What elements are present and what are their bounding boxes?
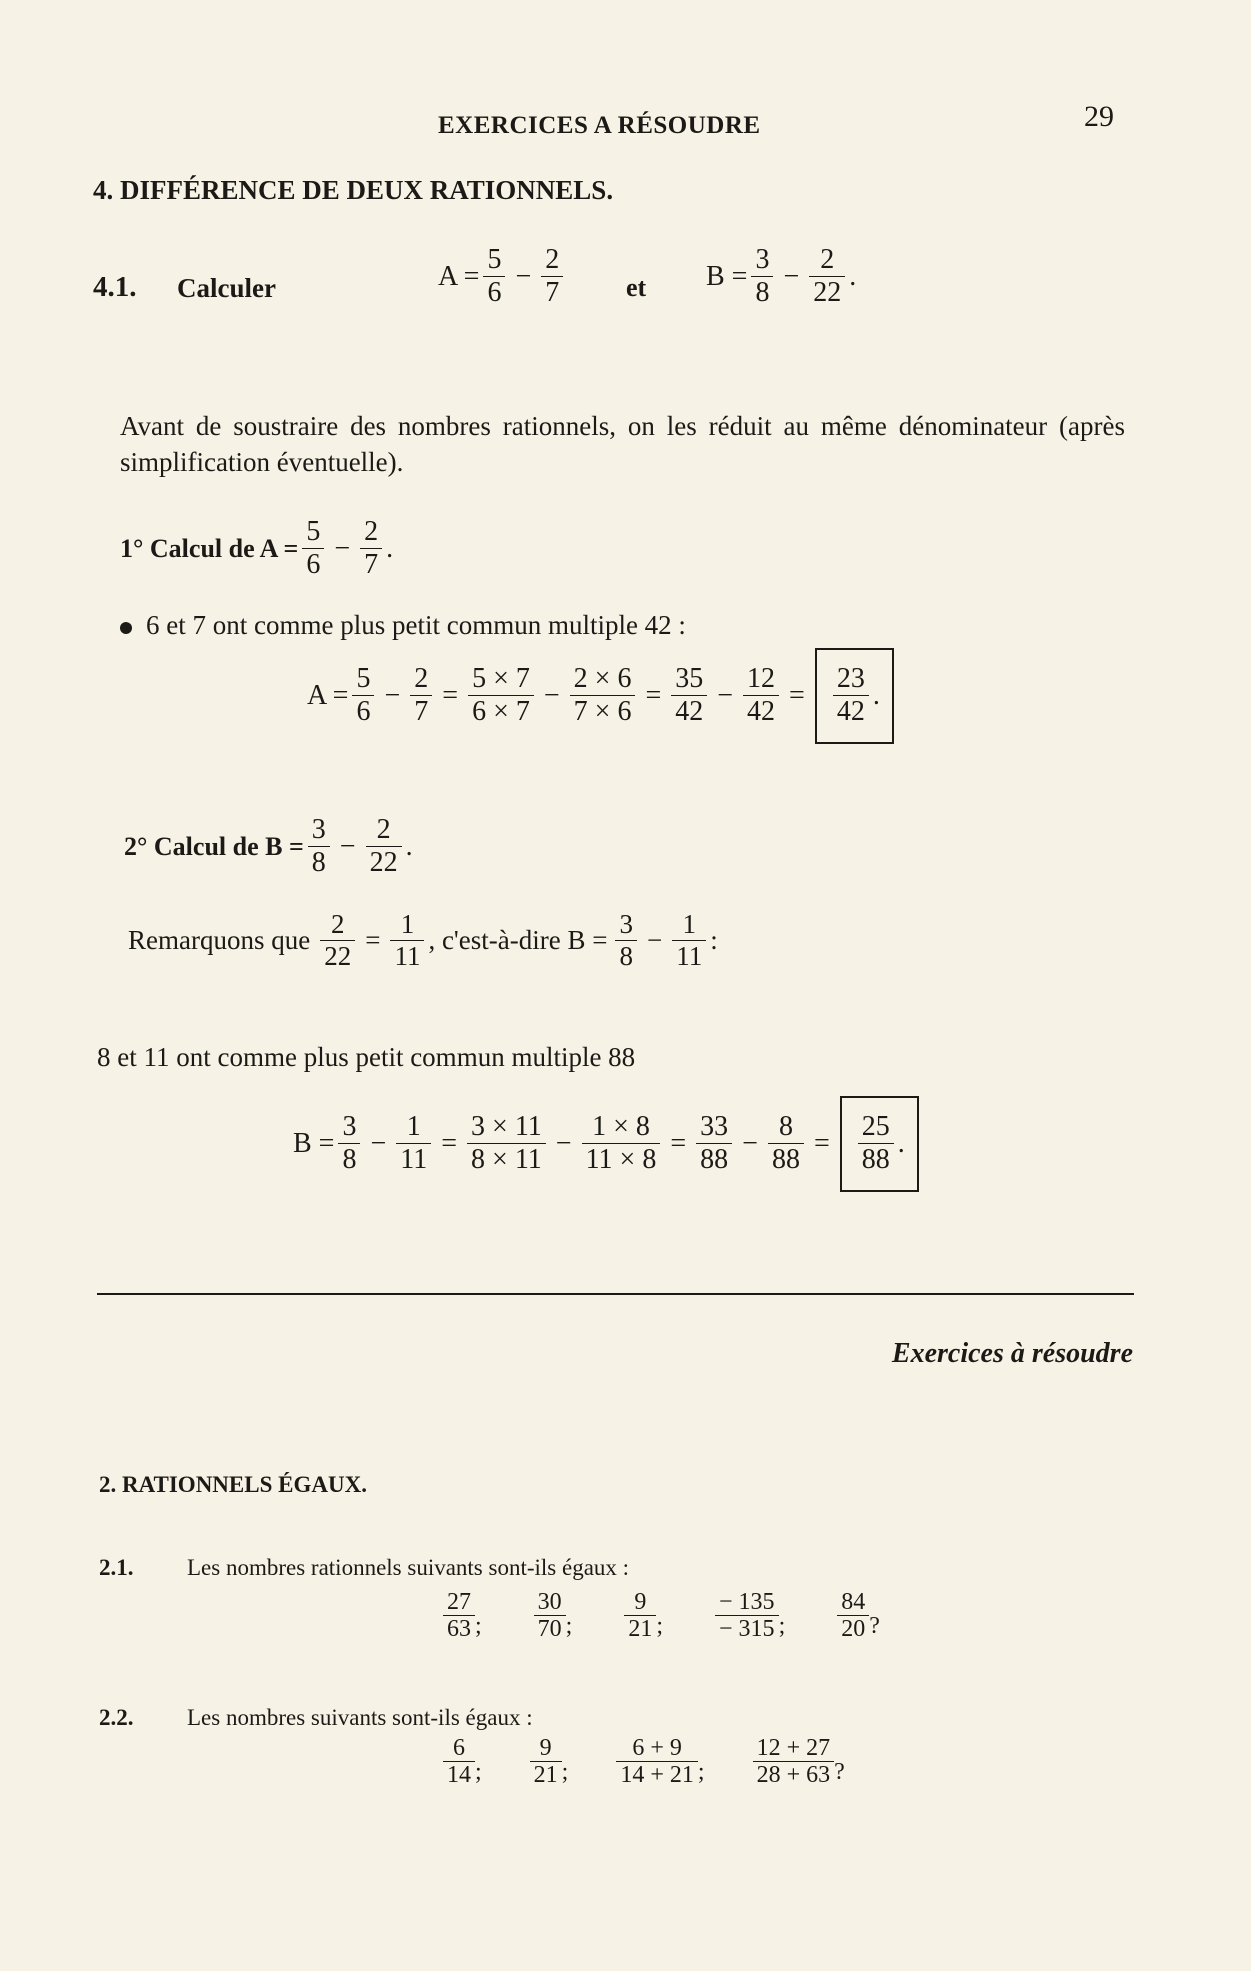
calc-a-heading bbox=[120, 517, 393, 581]
operator: − bbox=[370, 1127, 387, 1159]
denominator: 21 bbox=[624, 1615, 656, 1644]
fraction-list bbox=[439, 1735, 845, 1790]
denominator: 42 bbox=[833, 695, 869, 728]
fraction bbox=[616, 1735, 698, 1790]
expression-b bbox=[706, 245, 856, 309]
numerator: 2 bbox=[414, 663, 429, 694]
fraction bbox=[467, 1112, 546, 1176]
result-box-b bbox=[840, 1096, 919, 1192]
operator: − bbox=[555, 1127, 572, 1159]
denominator: 8 × 11 bbox=[467, 1143, 546, 1176]
numerator: 5 × 7 bbox=[472, 663, 530, 694]
operator: − bbox=[543, 679, 560, 711]
denominator: 21 bbox=[530, 1761, 562, 1790]
equals-sign: = bbox=[365, 925, 381, 956]
exercises-title: Exercices à résoudre bbox=[891, 1338, 1133, 1369]
numerator: 12 bbox=[747, 663, 776, 694]
fraction bbox=[582, 1112, 661, 1176]
operator: − bbox=[646, 925, 663, 956]
fraction bbox=[320, 910, 355, 972]
numerator: 3 bbox=[311, 814, 326, 845]
numerator: 2 bbox=[820, 244, 835, 275]
operator: − bbox=[742, 1127, 758, 1159]
punctuation: ? bbox=[834, 1758, 845, 1785]
exercise-number: 2.2. bbox=[99, 1705, 134, 1730]
numerator: 33 bbox=[700, 1111, 729, 1142]
remark-line bbox=[128, 910, 718, 972]
fraction bbox=[338, 1112, 360, 1176]
denominator: 42 bbox=[671, 695, 707, 728]
exercise-number: 4.1. bbox=[93, 271, 137, 303]
result-box-a bbox=[815, 648, 894, 744]
denominator: 22 bbox=[366, 846, 402, 879]
fraction bbox=[753, 1735, 835, 1790]
denominator: 8 bbox=[308, 846, 330, 879]
equation-b bbox=[293, 1096, 919, 1192]
denominator: 14 + 21 bbox=[616, 1761, 698, 1790]
denominator: 88 bbox=[696, 1143, 732, 1176]
exercise-4-1 bbox=[93, 245, 993, 325]
punctuation: . bbox=[897, 1127, 905, 1159]
fraction-list bbox=[439, 1589, 880, 1644]
denominator: 22 bbox=[809, 276, 845, 309]
operator: − bbox=[717, 679, 734, 711]
remark-mid: , c'est-à-dire B = bbox=[428, 925, 608, 956]
numerator: 1 bbox=[406, 1111, 421, 1142]
equals-sign: = bbox=[813, 1127, 830, 1159]
denominator: 14 bbox=[443, 1761, 475, 1790]
equation-a bbox=[307, 648, 894, 744]
fraction bbox=[468, 664, 534, 728]
numerator: 1 × 8 bbox=[592, 1111, 650, 1142]
section-title: 4. DIFFÉRENCE DE DEUX RATIONNELS. bbox=[93, 175, 614, 205]
numerator: 35 bbox=[675, 663, 704, 694]
numerator: 12 + 27 bbox=[756, 1735, 831, 1761]
fraction bbox=[541, 245, 563, 309]
denominator: 6 bbox=[352, 695, 374, 728]
fraction bbox=[390, 910, 424, 972]
punctuation: . bbox=[872, 679, 880, 711]
conjunction: et bbox=[626, 273, 647, 302]
denominator: 11 bbox=[672, 940, 706, 972]
numerator: 3 bbox=[342, 1111, 357, 1142]
numerator: 3 × 11 bbox=[471, 1111, 542, 1142]
numerator: 9 bbox=[539, 1735, 552, 1761]
numerator: 9 bbox=[634, 1589, 647, 1615]
numerator: 1 bbox=[682, 909, 696, 939]
exercise-verb: Calculer bbox=[177, 273, 276, 303]
punctuation: ; bbox=[561, 1758, 569, 1785]
multiple-a-text: 6 et 7 ont comme plus petit commun multiple 42 : bbox=[146, 610, 686, 640]
multiple-a-line bbox=[120, 610, 686, 641]
denominator: 70 bbox=[534, 1615, 566, 1644]
denominator: 7 bbox=[541, 276, 563, 309]
denominator: 11 × 8 bbox=[582, 1143, 661, 1176]
fraction bbox=[360, 517, 382, 581]
numerator: − 135 bbox=[719, 1589, 775, 1615]
equals-sign: = bbox=[441, 1127, 458, 1159]
denominator: 20 bbox=[837, 1615, 869, 1644]
fraction bbox=[837, 1589, 869, 1644]
running-title: EXERCICES A RÉSOUDRE bbox=[438, 112, 761, 139]
denominator: − 315 bbox=[715, 1615, 779, 1644]
fraction bbox=[671, 664, 707, 728]
fraction bbox=[443, 1735, 475, 1790]
fraction bbox=[672, 910, 706, 972]
punctuation: . bbox=[405, 830, 413, 862]
lhs: B = bbox=[293, 1127, 335, 1159]
denominator: 28 + 63 bbox=[753, 1761, 835, 1790]
lhs: A = bbox=[307, 679, 349, 711]
punctuation: ; bbox=[778, 1612, 786, 1639]
exercise-2-1 bbox=[99, 1555, 1099, 1655]
punctuation: ; bbox=[565, 1612, 573, 1639]
multiple-b-line: 8 et 11 ont comme plus petit commun multiple 88 bbox=[97, 1042, 636, 1072]
numerator: 2 bbox=[545, 244, 560, 275]
fraction bbox=[302, 517, 324, 581]
fraction bbox=[768, 1112, 804, 1176]
fraction bbox=[743, 664, 779, 728]
expression-a bbox=[438, 245, 567, 309]
numerator: 6 + 9 bbox=[632, 1735, 682, 1761]
fraction bbox=[833, 664, 869, 728]
operator: − bbox=[334, 532, 351, 564]
numerator: 5 bbox=[306, 516, 321, 547]
fraction bbox=[366, 815, 402, 879]
calc-label: 2° Calcul de B = bbox=[124, 831, 304, 861]
bullet-icon bbox=[120, 622, 132, 634]
fraction bbox=[410, 664, 432, 728]
punctuation: ; bbox=[475, 1758, 482, 1785]
numerator: 84 bbox=[841, 1589, 866, 1615]
numerator: 1 bbox=[400, 909, 415, 939]
exercise-2-2 bbox=[99, 1705, 1099, 1805]
numerator: 2 bbox=[330, 909, 345, 939]
fraction bbox=[308, 815, 330, 879]
equals-sign: = bbox=[442, 679, 459, 711]
numerator: 27 bbox=[447, 1589, 471, 1615]
punctuation: . bbox=[849, 260, 857, 292]
punctuation: ; bbox=[656, 1612, 664, 1639]
denominator: 7 bbox=[410, 695, 432, 728]
numerator: 23 bbox=[836, 663, 865, 694]
denominator: 88 bbox=[768, 1143, 804, 1176]
numerator: 5 bbox=[487, 244, 502, 275]
operator: − bbox=[783, 260, 800, 292]
section-2-title: 2. RATIONNELS ÉGAUX. bbox=[99, 1472, 367, 1497]
numerator: 6 bbox=[453, 1735, 465, 1761]
numerator: 2 bbox=[364, 516, 379, 547]
denominator: 6 × 7 bbox=[468, 695, 534, 728]
numerator: 8 bbox=[778, 1111, 793, 1142]
remark-prefix: Remarquons que bbox=[128, 925, 311, 956]
denominator: 88 bbox=[858, 1143, 894, 1176]
fraction bbox=[809, 245, 845, 309]
numerator: 2 × 6 bbox=[573, 663, 632, 694]
lhs: A = bbox=[438, 260, 480, 292]
punctuation: . bbox=[386, 532, 394, 564]
denominator: 8 bbox=[751, 276, 773, 309]
denominator: 11 bbox=[396, 1143, 431, 1176]
fraction bbox=[396, 1112, 431, 1176]
denominator: 42 bbox=[743, 695, 779, 728]
punctuation: ; bbox=[475, 1612, 482, 1639]
lhs: B = bbox=[706, 260, 748, 292]
operator: − bbox=[339, 830, 356, 862]
denominator: 11 bbox=[390, 940, 424, 972]
fraction bbox=[715, 1589, 779, 1644]
fraction bbox=[570, 664, 636, 728]
numerator: 30 bbox=[537, 1589, 562, 1615]
calc-b-heading bbox=[124, 815, 413, 879]
punctuation: : bbox=[710, 925, 718, 956]
fraction bbox=[751, 245, 773, 309]
fraction bbox=[483, 245, 505, 309]
equals-sign: = bbox=[645, 679, 662, 711]
fraction bbox=[624, 1589, 656, 1644]
exercise-number: 2.1. bbox=[99, 1555, 134, 1580]
denominator: 8 bbox=[338, 1143, 360, 1176]
numerator: 3 bbox=[755, 244, 770, 275]
intro-paragraph: Avant de soustraire des nombres rationnels, on les réduit au même dénominateur (après simplification éventuelle). bbox=[120, 411, 1125, 477]
fraction bbox=[534, 1589, 566, 1644]
operator: − bbox=[515, 260, 532, 292]
fraction bbox=[615, 910, 637, 972]
fraction bbox=[858, 1112, 894, 1176]
exercise-text: Les nombres suivants sont-ils égaux : bbox=[187, 1705, 533, 1730]
numerator: 25 bbox=[861, 1111, 890, 1142]
operator: − bbox=[384, 679, 401, 711]
denominator: 6 bbox=[483, 276, 505, 309]
numerator: 5 bbox=[356, 663, 371, 694]
exercise-text: Les nombres rationnels suivants sont-ils égaux : bbox=[187, 1555, 630, 1580]
page-number: 29 bbox=[1084, 100, 1114, 133]
denominator: 7 × 6 bbox=[570, 695, 636, 728]
denominator: 63 bbox=[443, 1615, 475, 1644]
punctuation: ? bbox=[869, 1612, 880, 1639]
fraction bbox=[530, 1735, 562, 1790]
divider bbox=[97, 1293, 1134, 1295]
denominator: 8 bbox=[615, 940, 637, 972]
equals-sign: = bbox=[789, 679, 805, 711]
fraction bbox=[352, 664, 374, 728]
punctuation: ; bbox=[697, 1758, 705, 1785]
calc-label: 1° Calcul de A = bbox=[120, 533, 299, 563]
fraction bbox=[443, 1589, 475, 1644]
denominator: 6 bbox=[302, 548, 324, 581]
equals-sign: = bbox=[670, 1127, 687, 1159]
denominator: 7 bbox=[360, 548, 382, 581]
numerator: 3 bbox=[619, 909, 633, 939]
fraction bbox=[696, 1112, 732, 1176]
numerator: 2 bbox=[376, 814, 391, 845]
denominator: 22 bbox=[320, 940, 355, 972]
